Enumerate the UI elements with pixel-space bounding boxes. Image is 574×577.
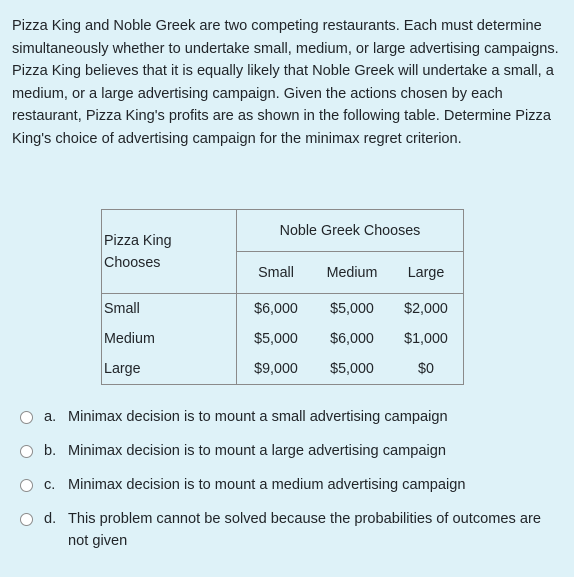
payoff-value: $6,000 xyxy=(330,331,374,347)
question-text: Pizza King and Noble Greek are two competing restaurants. Each must determine simultaneously whether to undertake small, medium, or large advertising campaigns. Pizza King believes that it is equally likely that Noble Greek will undertake a small, a medium, or a large advertising campaign. Given the actions chosen by each restaurant, Pizza King's profits are as shown in the following table. Determine Pizza King's choice of advertising campaign for the minimax regret criterion. xyxy=(12,18,559,147)
payoff-value: $6,000 xyxy=(254,301,298,317)
option-text: Minimax decision is to mount a small advertising campaign xyxy=(68,409,448,425)
answer-option-b[interactable] xyxy=(20,440,560,474)
radio-button[interactable] xyxy=(20,513,33,526)
radio-button[interactable] xyxy=(20,445,33,458)
column-header-large: Large xyxy=(407,264,445,281)
answer-option-c[interactable] xyxy=(20,474,560,508)
option-letter: d. xyxy=(44,511,57,527)
payoff-value: $5,000 xyxy=(330,361,374,377)
option-text: Minimax decision is to mount a medium advertising campaign xyxy=(68,477,466,493)
payoff-value: $0 xyxy=(418,361,434,377)
table-row xyxy=(237,294,463,324)
payoff-value: $5,000 xyxy=(330,301,374,317)
payoff-value: $2,000 xyxy=(404,301,448,317)
payoff-values xyxy=(237,294,463,384)
radio-button[interactable] xyxy=(20,411,33,424)
payoff-value: $5,000 xyxy=(254,331,298,347)
answer-options xyxy=(20,406,560,564)
payoff-value: $1,000 xyxy=(404,331,448,347)
answer-option-d[interactable] xyxy=(20,508,560,564)
column-header-cell xyxy=(237,252,464,294)
column-header-medium: Medium xyxy=(326,264,378,281)
column-header-small: Small xyxy=(258,264,294,281)
column-group-header xyxy=(237,210,464,252)
row-label-large: Large xyxy=(104,361,141,377)
table-row xyxy=(237,324,463,354)
table-corner-cell xyxy=(102,210,237,294)
option-letter: b. xyxy=(44,443,57,459)
option-text: Minimax decision is to mount a large advertising campaign xyxy=(68,443,446,459)
corner-label: Pizza King Chooses xyxy=(104,232,172,271)
option-letter: a. xyxy=(44,409,57,425)
column-group-label: Noble Greek Chooses xyxy=(279,222,421,239)
radio-button[interactable] xyxy=(20,479,33,492)
payoff-value: $9,000 xyxy=(254,361,298,377)
values-cell xyxy=(237,294,464,385)
option-letter: c. xyxy=(44,477,56,493)
answer-option-a[interactable] xyxy=(20,406,560,440)
option-text: This problem cannot be solved because the probabilities of outcomes are not given xyxy=(68,511,541,549)
column-headers xyxy=(237,252,463,293)
table-row xyxy=(237,354,463,384)
row-labels-cell xyxy=(102,294,237,385)
table-header-row xyxy=(102,210,464,252)
payoff-table xyxy=(101,209,464,385)
row-label-medium: Medium xyxy=(104,331,155,347)
table-body-row xyxy=(102,294,464,385)
row-label-small: Small xyxy=(104,301,140,317)
